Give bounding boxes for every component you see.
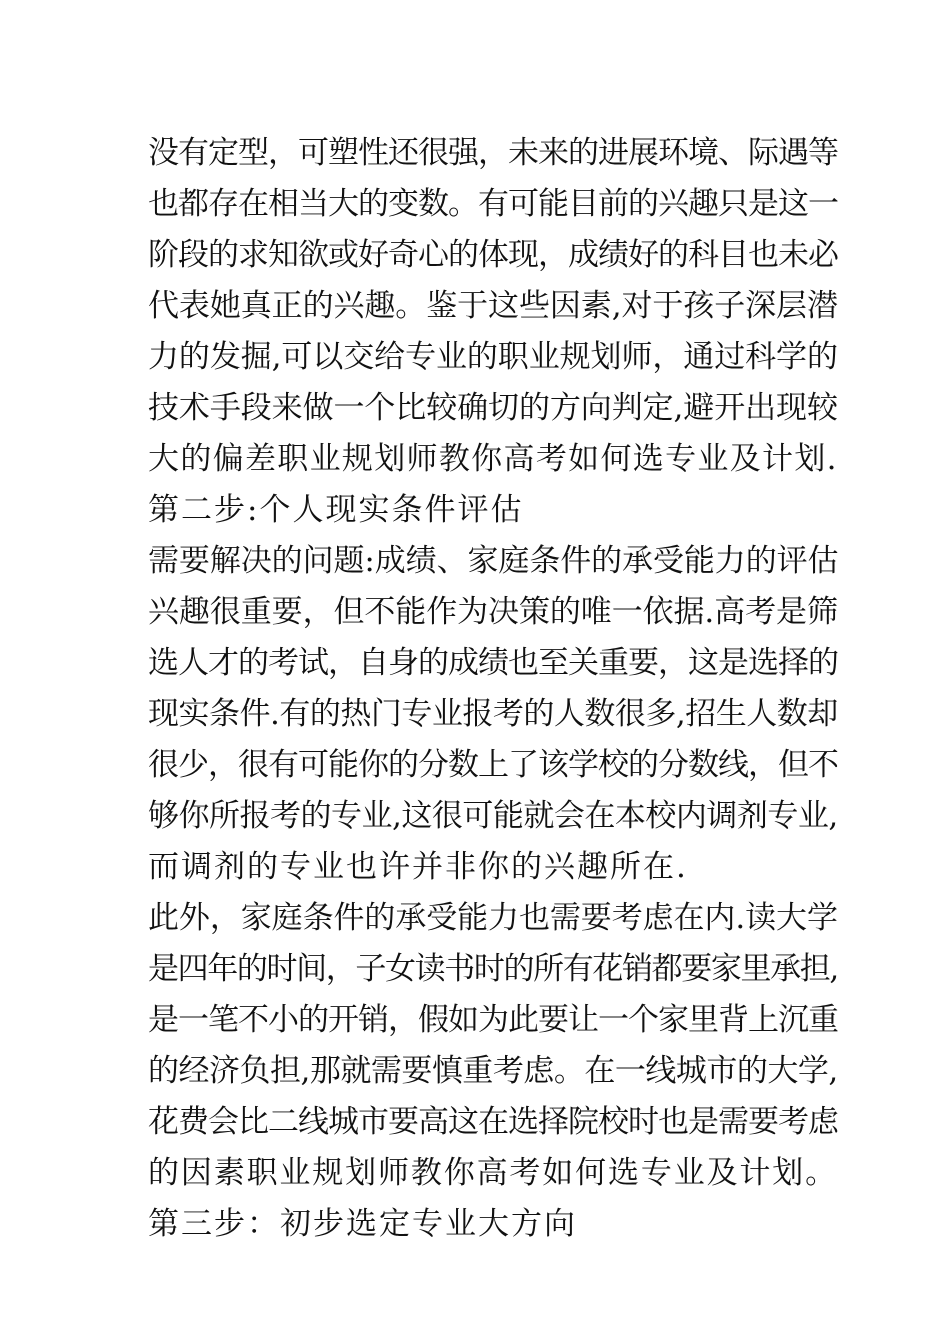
text-line: 花费会比二线城市要高这在选择院校时也是需要考虑 (148, 1104, 838, 1140)
text-line: 代表她真正的兴趣。鉴于这些因素,对于孩子深层潜 (148, 288, 838, 324)
section-heading-step-two: 第二步:个人现实条件评估 (148, 492, 524, 528)
text-line: 技术手段来做一个比较确切的方向判定,避开出现较 (148, 390, 838, 426)
text-line: 是一笔不小的开销，假如为此要让一个家里背上沉重 (148, 1002, 838, 1038)
text-line: 没有定型，可塑性还很强，未来的进展环境、际遇等 (148, 135, 838, 171)
document-body (148, 128, 838, 1250)
text-line: 也都存在相当大的变数。有可能目前的兴趣只是这一 (148, 186, 838, 222)
text-line: 现实条件.有的热门专业报考的人数很多,招生人数却 (148, 696, 838, 732)
text-line: 选人才的考试，自身的成绩也至关重要，这是选择的 (148, 645, 838, 681)
text-line: 而调剂的专业也许并非你的兴趣所在. (148, 849, 688, 885)
text-line: 力的发掘,可以交给专业的职业规划师，通过科学的 (148, 339, 838, 375)
text-line: 兴趣很重要，但不能作为决策的唯一依据.高考是筛 (148, 594, 838, 630)
text-line: 的因素职业规划师教你高考如何选专业及计划。 (148, 1155, 838, 1191)
text-line: 阶段的求知欲或好奇心的体现，成绩好的科目也未必 (148, 237, 838, 273)
text-line: 够你所报考的专业,这很可能就会在本校内调剂专业, (148, 798, 838, 834)
text-line: 是四年的时间，子女读书时的所有花销都要家里承担, (148, 951, 838, 987)
text-line: 很少，很有可能你的分数上了该学校的分数线，但不 (148, 747, 838, 783)
text-line: 此外，家庭条件的承受能力也需要考虑在内.读大学 (148, 900, 838, 936)
text-line: 大的偏差职业规划师教你高考如何选专业及计划. (148, 441, 838, 477)
problem-statement: 需要解决的问题:成绩、家庭条件的承受能力的评估 (148, 543, 839, 579)
section-heading-step-three: 第三步：初步选定专业大方向 (148, 1206, 577, 1242)
text-line: 的经济负担,那就需要慎重考虑。在一线城市的大学, (148, 1053, 838, 1089)
